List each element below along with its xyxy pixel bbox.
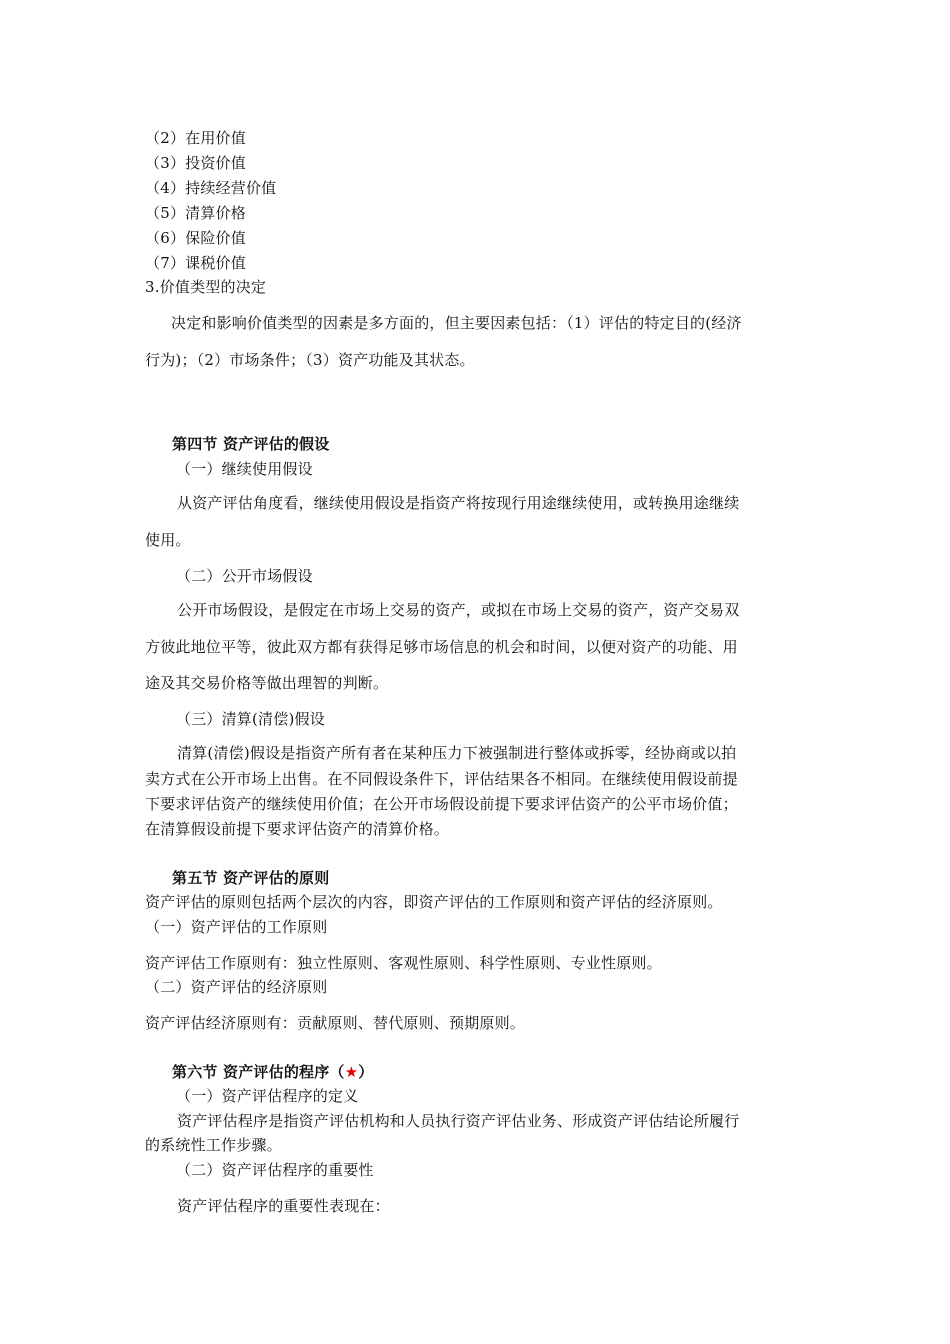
section-title-6-text: 第六节 资产评估的程序（: [172, 1063, 345, 1081]
paragraph-line: 的系统性工作步骤。: [145, 1136, 282, 1154]
section-title-5: 第五节 资产评估的原则: [172, 869, 330, 887]
subsection-title: （一）资产评估程序的定义: [176, 1087, 359, 1105]
subsection-title: （二）资产评估的经济原则: [145, 978, 328, 996]
paragraph-line: 资产评估程序的重要性表现在：: [177, 1197, 390, 1215]
paragraph-line: 使用。: [145, 531, 191, 549]
subsection-title: （二）公开市场假设: [176, 567, 313, 585]
subsection-title: （二）资产评估程序的重要性: [176, 1161, 374, 1179]
paragraph-line: 途及其交易价格等做出理智的判断。: [145, 674, 389, 692]
paragraph-line: 资产评估程序是指资产评估机构和人员执行资产评估业务、形成资产评估结论所履行: [177, 1112, 740, 1130]
paragraph-line: 方彼此地位平等，彼此双方都有获得足够市场信息的机会和时间，以便对资产的功能、用: [145, 638, 738, 656]
paragraph-line: 下要求评估资产的继续使用价值；在公开市场假设前提下要求评估资产的公平市场价值；: [145, 795, 738, 813]
paragraph-line: 从资产评估角度看，继续使用假设是指资产将按现行用途继续使用，或转换用途继续: [177, 494, 740, 512]
paragraph-line: 在清算假设前提下要求评估资产的清算价格。: [145, 820, 450, 838]
paragraph-line: 卖方式在公开市场上出售。在不同假设条件下，评估结果各不相同。在继续使用假设前提: [145, 770, 738, 788]
subsection-title: （一）资产评估的工作原则: [145, 918, 328, 936]
paragraph-line: 资产评估经济原则有：贡献原则、替代原则、预期原则。: [145, 1014, 526, 1032]
list-item: （2）在用价值: [145, 129, 246, 147]
section-title-6: [172, 1062, 373, 1082]
list-item: （3）投资价值: [145, 154, 246, 172]
subsection-title: （三）清算(清偿)假设: [176, 710, 325, 728]
paragraph-line: 清算(清偿)假设是指资产所有者在某种压力下被强制进行整体或拆零，经协商或以拍: [177, 744, 737, 762]
subsection-title: （一）继续使用假设: [176, 460, 313, 478]
list-item: （4）持续经营价值: [145, 179, 277, 197]
list-item: （7）课税价值: [145, 254, 246, 272]
list-item: （6）保险价值: [145, 229, 246, 247]
subheading-value-type-decision: 3.价值类型的决定: [145, 278, 267, 296]
section-title-6-close: ）: [358, 1063, 374, 1081]
section-title-4: 第四节 资产评估的假设: [172, 435, 330, 453]
paragraph-line: 行为)；（2）市场条件；（3）资产功能及其状态。: [145, 351, 475, 369]
star-icon: ★: [344, 1063, 359, 1081]
list-item: （5）清算价格: [145, 204, 246, 222]
paragraph-line: 公开市场假设，是假定在市场上交易的资产，或拟在市场上交易的资产，资产交易双: [177, 601, 740, 619]
paragraph-line: 资产评估的原则包括两个层次的内容，即资产评估的工作原则和资产评估的经济原则。: [145, 893, 723, 911]
paragraph-line: 决定和影响价值类型的因素是多方面的，但主要因素包括：（1）评估的特定目的(经济: [171, 314, 742, 332]
paragraph-line: 资产评估工作原则有：独立性原则、客观性原则、科学性原则、专业性原则。: [145, 954, 662, 972]
